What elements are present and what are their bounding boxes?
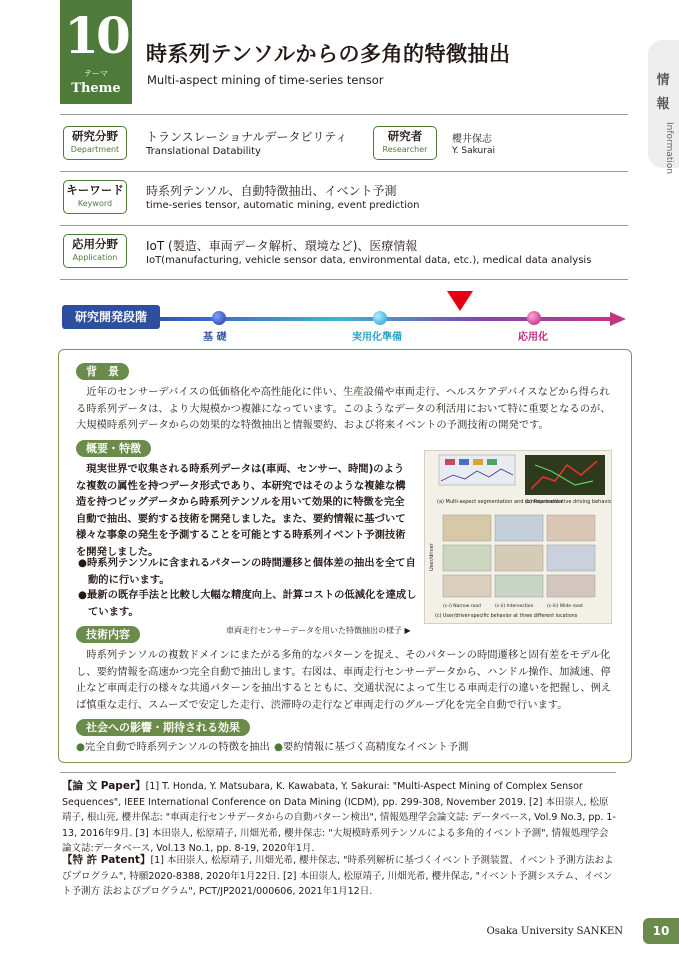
paper-references [62,779,616,857]
stage-step-applied: 応用化 [518,332,548,343]
section-heading-background: 背 景 [76,363,129,380]
paper-heading: 【論 文 Paper】 [62,780,146,792]
bullet-dot-icon: ● [78,557,87,569]
theme-label-en: Theme [71,81,121,96]
department-value-jp: トランスレーショナルデータビリティ [146,130,348,144]
paper-text: [1] T. Honda, Y. Matsubara, K. Kawabata, Y. Sakurai: "Multi-Aspect Mining of Complex Sensor Sequences", IEEE International Conference on Data Mining (ICDM), pp. 299-308, November 2019. [2] 本田崇人, 松原靖子, 根山亮, 櫻井保志: "車両走行センサデータからの自動パターン検出", 情報処理学会論文誌: データベース, Vol.9 No.3, pp. 1-13, 2016年9月. [3] 本田崇人, 松原靖子, 川畑光希, 櫻井保志: "大規模時系列テンソルによる多角的イベント予測", 情報処理学会論文誌:データベース, Vol.13 No.1, pp. 8-19, 2020年1月. [62,781,616,854]
figure-caption-text: 車両走行センサーデータを用いた特徴抽出の様子 [226,626,402,635]
divider [60,279,628,280]
bullet-dot-icon: ● [78,589,87,601]
figure-y-label: User/driver [429,543,435,571]
keyword-label-jp: キーワード [66,183,124,197]
researcher-label-jp: 研究者 [387,129,423,143]
bullet-dot-icon: ● [76,741,85,753]
section-heading-overview: 概要・特徴 [76,440,151,457]
researcher-value-en: Y. Sakurai [452,146,495,156]
figure-panel-b-map [525,455,605,495]
application-label-en: Application [72,253,118,262]
side-tab-jp-1: 情 [656,73,670,88]
figure-segment [459,459,469,465]
page-number: 10 [643,918,679,944]
researcher-value-jp: 櫻井保志 [452,134,492,145]
theme-number: 10 [64,6,128,65]
figure-label-b: (b) Representative driving behavio [525,499,611,505]
stage-step-basic: 基 礎 [203,332,227,343]
current-stage-marker-icon [447,291,473,311]
section-heading-technology: 技術内容 [76,626,140,643]
patent-references [62,853,616,900]
background-text: 近年のセンサーデバイスの低価格化や高性能化に伴い、生産設備や車両走行、ヘルスケアデバイスなどから得られる時系列データは、より大規模かつ複雑になっています。このようなデータの利活用において特に重要となるのが、大規模時系列データからの効果的な特徴抽出と情報要約、および将来イベントの予測技術の開発です。 [76,386,611,431]
figure-segment [473,459,483,465]
figure-segment [445,459,455,465]
figure-cell [495,515,543,541]
keyword-label [63,180,127,214]
theme-label-jp: テーマ [84,69,108,78]
bullet-text: 最新の既存手法と比較し大幅な精度向上、計算コストの低減化を達成しています。 [87,589,417,618]
figure-illustration [425,451,611,623]
impact-bullet-1 [76,739,270,756]
overview-text: 現実世界で収集される時系列データは(車両、センサー、時間)のような複数の属性を持つデータ形式であり、本研究ではそのような複雑な構造を持つビッグデータから時系列テンソルを用いて効果的に特徴を完全自動で抽出、要約する技術を開発しました。また、要約情報に基づいて様々な事象の発生を予測することを可能とする時系列イベント予測技術を開発しました。 [76,463,406,558]
department-value-en: Translational Datability [146,146,261,157]
figure-caption [226,625,411,636]
figure-sub-label: (c-ii) Intersection [495,604,534,609]
section-heading-impact: 社会への影響・期待される効果 [76,719,250,736]
stage-dot-basic [212,311,226,325]
figure-segment [487,459,497,465]
divider [60,225,628,226]
figure-cell [443,545,491,571]
page-title: 時系列テンソルからの多角的特徴抽出 [146,42,511,66]
department-label [63,126,127,160]
triangle-right-icon: ▶ [402,626,411,635]
application-label-jp: 応用分野 [72,237,118,251]
keyword-value-jp: 時系列テンソル、自動特徴抽出、イベント予測 [146,184,397,198]
side-tab-jp-2: 報 [656,97,670,112]
figure-cell [495,575,543,597]
keyword-label-en: Keyword [77,199,113,208]
overview-bullet-1 [76,555,422,588]
figure-cell [547,575,595,597]
figure-cell [495,545,543,571]
figure-label-a: (a) Multi-aspect segmentation and summarization [437,499,563,505]
figure-driving-behavior [424,450,612,624]
figure-cell [443,515,491,541]
figure-cell [547,545,595,571]
patent-heading: 【特 許 Patent】 [62,854,151,866]
department-label-jp: 研究分野 [72,129,118,143]
patent-text: [1] 本田崇人, 松原靖子, 川畑光希, 櫻井保志, "時系列解析に基づくイベント予測装置、イベント予測方法およびプログラム", 特願2020-8388, 2020年1月22日. [2] 本田崇人, 松原靖子, 川畑光希, 櫻井保志, "イベント予測システム、イベント予測方 法およびプログラム", PCT/JP2021/000606, 2021年1月12日. [62,855,614,897]
divider [60,114,628,115]
department-label-en: Department [70,145,120,154]
figure-sub-label: (c-iii) Wide road [547,604,583,609]
bullet-text: 時系列テンソルに含まれるパターンの時間遷移と個体差の抽出を全て自動的に行います。 [87,557,416,586]
technology-text: 時系列テンソルの複数ドメインにまたがる多角的なパターンを捉え、そのパターンの時間遷移と固有差をモデル化し、要約情報を高速かつ完全自動で抽出します。右図は、車両走行センサーデータから、ハンドル操作、加減速、停止など車両走行の様々な共通パターンを抽出するとともに、交通状況によって生じる車両走行の違いを把握し、例えば慎重な走行、スムーズで安定した走行、渋滞時の走行など車両走行のグループ化を完全自動で行います。 [76,649,612,711]
application-value-jp: IoT (製造、車両データ解析、環境など)、医療情報 [146,239,418,253]
stage-label: 研究開発段階 [62,305,160,329]
footer-organization: Osaka University SANKEN [486,926,623,937]
stage-dot-applied [527,311,541,325]
page-subtitle: Multi-aspect mining of time-series tensor [147,73,384,87]
figure-cell [547,515,595,541]
divider [60,171,628,172]
keyword-value-en: time-series tensor, automatic mining, event prediction [146,200,420,211]
divider [60,772,616,773]
figure-sub-label: (c-i) Narrow road [443,604,481,609]
application-label [63,234,127,268]
researcher-label-en: Researcher [382,145,428,154]
bullet-text: 完全自動で時系列テンソルの特徴を抽出 [85,741,270,753]
bullet-dot-icon: ● [274,741,283,753]
stage-arrow-icon [610,312,626,326]
stage-step-practical: 実用化準備 [352,332,402,343]
bullet-text: 要約情報に基づく高精度なイベント予測 [283,741,469,753]
figure-label-c: (c) User/driver-specific behavior at three different locations [435,614,578,619]
figure-panel-c-grid [443,515,595,597]
application-value-en: IoT(manufacturing, vehicle sensor data, environmental data, etc.), medical data analysis [146,255,592,266]
impact-bullet-2 [274,739,468,756]
researcher-label [373,126,437,160]
stage-dot-practical [373,311,387,325]
overview-bullet-2 [76,587,422,620]
figure-cell [443,575,491,597]
side-tab-en: Information [664,122,674,175]
